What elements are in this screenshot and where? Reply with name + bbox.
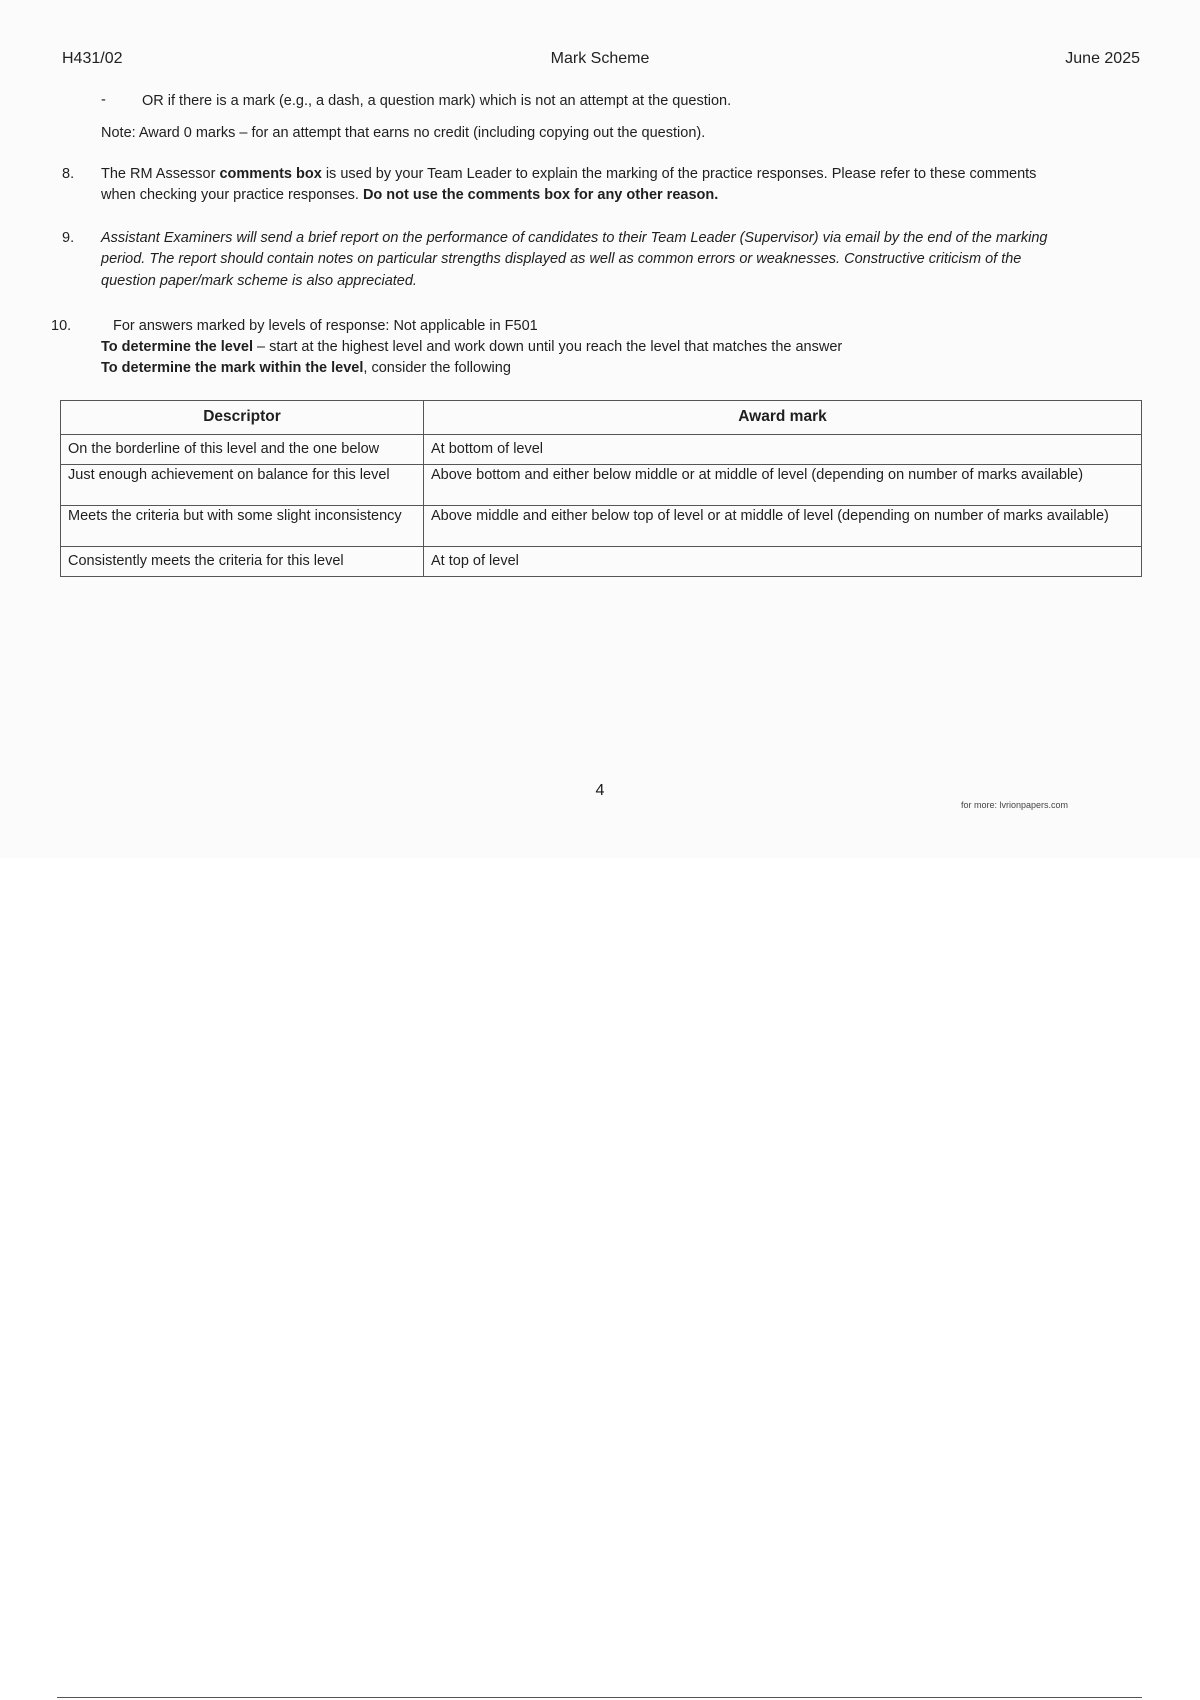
bottom-rule — [57, 1697, 1142, 1698]
table-row — [61, 465, 1142, 506]
footer-source-note: for more: lvrionpapers.com — [961, 800, 1069, 810]
table-row — [61, 435, 1142, 465]
table-cell-award: At bottom of level — [424, 435, 1142, 465]
bullet-dash: - — [101, 92, 106, 108]
item-9-line-2: period. The report should contain notes on particular strengths displayed as well as common errors or weaknesses. Constructive criticism of the — [101, 251, 1022, 267]
item-10-line-2: To determine the level – start at the highest level and work down until you reach the level that matches the answer — [101, 339, 843, 355]
item-9-line-3: question paper/mark scheme is also appreciated. — [101, 273, 417, 289]
table-cell-award: Above bottom and either below middle or at middle of level (depending on number of marks available) — [424, 465, 1142, 506]
item-8-number: 8. — [62, 166, 75, 182]
header-paper-code: H431/02 — [62, 50, 123, 67]
or-line: OR if there is a mark (e.g., a dash, a question mark) which is not an attempt at the question. — [142, 93, 732, 109]
table-cell-descriptor: On the borderline of this level and the one below — [61, 435, 424, 465]
table-cell-award: At top of level — [424, 547, 1142, 577]
page-number: 4 — [595, 782, 605, 799]
item-8-line-2: when checking your practice responses. Do not use the comments box for any other reason. — [101, 187, 719, 203]
item-10-number: 10. — [51, 318, 72, 334]
header-award-mark: Award mark — [424, 401, 1142, 435]
item-9-line-1: Assistant Examiners will send a brief report on the performance of candidates to their Team Leader (Supervisor) via email by the end of the marking — [101, 230, 1048, 246]
table-cell-award: Above middle and either below top of level or at middle of level (depending on number of marks available) — [424, 506, 1142, 547]
item-8-line-1: The RM Assessor comments box is used by your Team Leader to explain the marking of the practice responses. Please refer to these comments — [101, 166, 1037, 182]
table-row — [61, 547, 1142, 577]
header-date: June 2025 — [1065, 50, 1140, 67]
levels-table — [60, 400, 1142, 577]
table-row — [61, 506, 1142, 547]
table-cell-descriptor: Meets the criteria but with some slight inconsistency — [61, 506, 424, 547]
note-line: Note: Award 0 marks – for an attempt that earns no credit (including copying out the question). — [101, 125, 706, 141]
table-header-row — [61, 401, 1142, 435]
table-cell-descriptor: Just enough achievement on balance for this level — [61, 465, 424, 506]
item-9-number: 9. — [62, 230, 75, 246]
item-10-line-1: For answers marked by levels of response: Not applicable in F501 — [113, 318, 538, 334]
header-descriptor: Descriptor — [61, 401, 424, 435]
header-title: Mark Scheme — [550, 50, 650, 67]
item-10-line-3: To determine the mark within the level, consider the following — [101, 360, 511, 376]
table-cell-descriptor: Consistently meets the criteria for this level — [61, 547, 424, 577]
